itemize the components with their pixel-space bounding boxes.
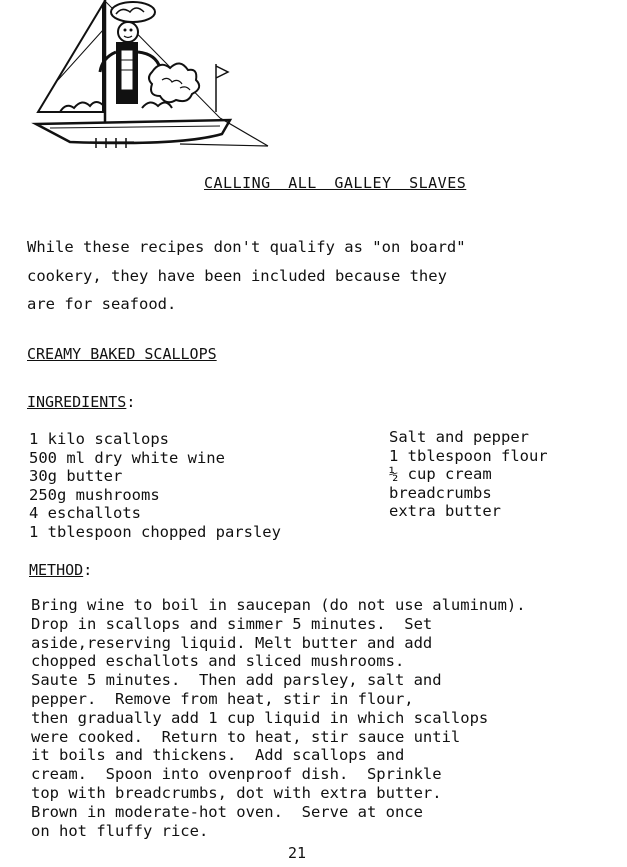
method-line: cream. Spoon into ovenproof dish. Sprinkle [31, 765, 442, 784]
method-line: aside,reserving liquid. Melt butter and add [31, 633, 433, 652]
ingredient-item: 30g butter [29, 467, 123, 485]
recipe-title: CREAMY BAKED SCALLOPS [27, 345, 217, 363]
ingredient-item: 4 eschallots [29, 504, 141, 522]
page-title: CALLING ALL GALLEY SLAVES [204, 174, 467, 192]
ingredient-item: 250g mushrooms [29, 485, 160, 504]
method-heading [29, 561, 92, 579]
method-line: chopped eschallots and sliced mushrooms. [31, 652, 405, 671]
ingredient-item: ½ cup cream [389, 465, 492, 483]
ingredient-item: 500 ml dry white wine [29, 448, 225, 467]
ingredients-list-right [389, 428, 548, 521]
method-text [31, 596, 526, 840]
ingredient-item: 1 kilo scallops [29, 430, 169, 448]
ingredients-heading-colon: : [126, 393, 136, 411]
method-line: then gradually add 1 cup liquid in which scallops [31, 708, 489, 727]
ingredients-heading [27, 393, 135, 411]
ingredient-item: Salt and pepper [389, 428, 529, 446]
ingredient-item: 1 tblespoon flour [389, 446, 548, 465]
method-line: pepper. Remove from heat, stir in flour, [31, 689, 414, 708]
intro-line: cookery, they have been included because they [27, 266, 447, 285]
ingredient-item: 1 tblespoon chopped parsley [29, 522, 281, 541]
method-line: Brown in moderate-hot oven. Serve at once [31, 802, 423, 821]
intro-paragraph [27, 233, 597, 319]
method-line: Saute 5 minutes. Then add parsley, salt and [31, 671, 442, 690]
intro-line: are for seafood. [27, 295, 177, 313]
sailboat-cook-illustration [30, 0, 275, 160]
intro-line: While these recipes don't qualify as "on board" [27, 238, 466, 256]
method-heading-label: METHOD [29, 561, 84, 579]
method-line: it boils and thickens. Add scallops and [31, 746, 405, 765]
method-heading-colon: : [83, 561, 93, 579]
method-line: top with breadcrumbs, dot with extra butter. [31, 783, 442, 802]
ingredients-heading-label: INGREDIENTS [27, 393, 127, 411]
method-line: on hot fluffy rice. [31, 821, 209, 840]
method-line: Bring wine to boil in saucepan (do not use aluminum). [31, 596, 526, 614]
method-line: were cooked. Return to heat, stir sauce until [31, 727, 461, 746]
ingredient-item: extra butter [389, 502, 501, 520]
method-line: Drop in scallops and simmer 5 minutes. Set [31, 614, 433, 633]
ingredient-item: breadcrumbs [389, 483, 492, 502]
ingredients-list-left [29, 430, 281, 541]
page-number: 21 [288, 844, 307, 862]
